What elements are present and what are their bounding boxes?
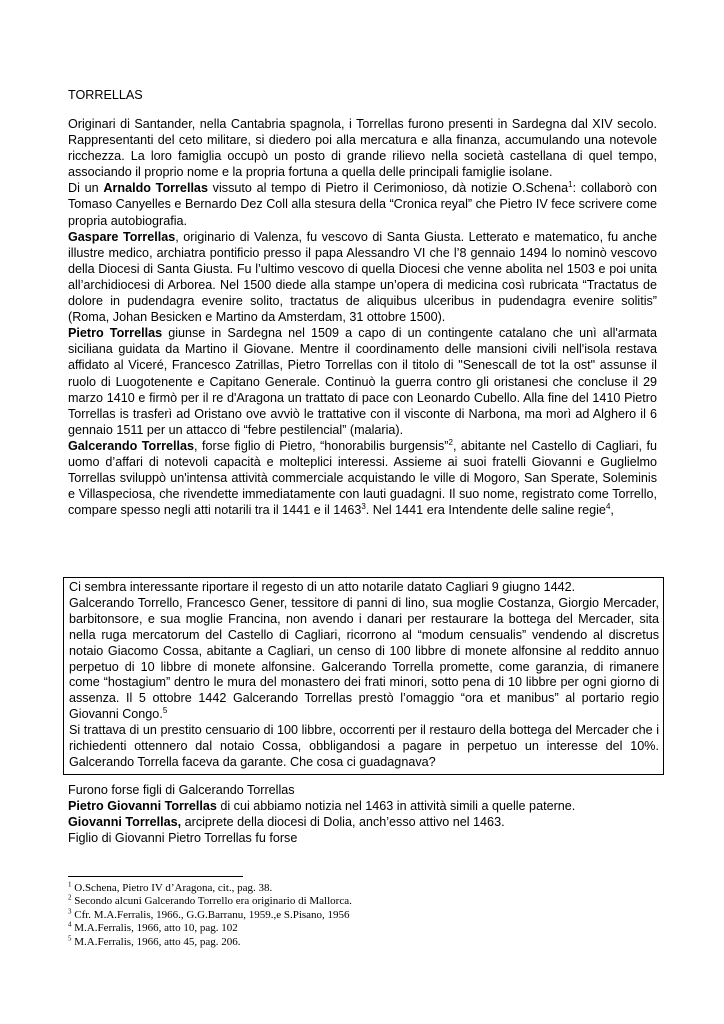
footnote-1 <box>68 882 657 895</box>
footnote-5 <box>68 933 657 949</box>
footnote-ref-2[interactable]: 2 <box>448 437 453 447</box>
gaspare-name: Gaspare Torrellas <box>68 229 176 244</box>
footnote-number: 2 <box>68 893 72 902</box>
giovanni-line <box>68 814 657 830</box>
footnote-text: O.Schena, Pietro IV d’Aragona, cit., pag. 38. <box>71 882 273 894</box>
footnote-number: 5 <box>68 933 72 942</box>
arnaldo-pre: Di un <box>68 181 104 196</box>
closing-text <box>68 782 657 846</box>
footnotes <box>68 882 657 949</box>
footnote-text: M.A.Ferralis, 1966, atto 10, pag. 102 <box>71 922 238 935</box>
pietro-text: giunse in Sardegna nel 1509 a capo di un contingente catalano che unì all'armata siciliana guidata da Martino il Giovane. Mentre il coordinamento delle mansioni civili nell'isola restava affidato al Viceré, Francesco Zatrillas, Pietro Torrellas con il titolo di "Senescall de tot la ost" assunse il ruolo di Luogotenente e Capitano Generale. Continuò la guerra contro gli oristanesi che concluse il 29 marzo 1410 e firmò per il re d'Aragona un trattato di pace con Leonardo Cubello. Alla fine del 1410 Pietro Torrellas is trasferì ad Oristano ove avviò le trattative con il visconte di Narbona, ma morì ad Alghero il 6 gennaio 1511 per un attacco di “febre pestilencial” (malaria). <box>68 326 657 437</box>
pietro-giovanni-name: Pietro Giovanni Torrellas <box>68 799 217 814</box>
footnote-text: M.A.Ferralis, 1966, atto 45, pag. 206. <box>71 935 241 948</box>
giovanni-name: Giovanni Torrellas, <box>68 815 182 830</box>
footnote-3 <box>68 909 657 922</box>
footnote-number: 4 <box>68 920 72 929</box>
arnaldo-text-cont: : collaborò con Tomaso Canyelles e Bernardo Dez Coll alla stesura della “Cronica reyal” che Pietro IV fece scrivere come propria autobiografia. <box>68 181 657 228</box>
galcerando-text-end: , <box>610 503 614 518</box>
main-text <box>68 116 657 518</box>
box-comment: Si trattava di un prestito censuario di 100 libbre, occorrenti per il restauro della bottega del Mercader che i richiedenti ottennero dal notaio Cossa, obbligandosi a pagare in perpetuo un interesse del 10%. Galcerando Torrella faceva da garante. Che cosa ci guadagnava? <box>69 723 659 769</box>
galcerando-name: Galcerando Torrellas <box>68 438 195 453</box>
footnote-2 <box>68 895 657 908</box>
footnote-4 <box>68 922 657 935</box>
pietro-giovanni-text: di cui abbiamo notizia nel 1463 in attività simili a quelle paterne. <box>216 799 576 814</box>
title-text: TORRELLAS <box>68 88 143 102</box>
arnaldo-text: vissuto al tempo di Pietro il Cerimonioso, dà notizie O.Schena <box>207 181 569 196</box>
box-act-summary <box>69 596 659 723</box>
footnote-ref-4[interactable]: 4 <box>605 502 611 512</box>
last-line: Figlio di Giovanni Pietro Torrellas fu forse <box>68 831 298 846</box>
box-intro: Ci sembra interessante riportare il regesto di un atto notarile datato Cagliari 9 giugno 1442. <box>69 580 576 594</box>
notarial-act-box <box>63 577 664 775</box>
galcerando-text-cont: , abitante nel Castello di Cagliari, fu uomo d’affari di notevoli capacità e molteplici interessi. Assieme ai suoi fratelli Giovanni e Guglielmo Torrellas sviluppò un'intensa attività commerciale acquistando le ville di Mogoro, San Sperate, Soleminis e Villaspeciosa, che rivendette immediatamente con lauti guadagni. Il suo nome, registrato come Torrello, compare spesso negli atti notarili tra il 1441 e il 1463 <box>68 438 657 518</box>
footnote-ref-5[interactable]: 5 <box>162 706 168 716</box>
arnaldo-name: Arnaldo Torrellas <box>103 181 208 196</box>
footnote-number: 1 <box>68 880 72 889</box>
footnote-number: 3 <box>68 907 72 916</box>
sons-intro: Furono forse figli di Galcerando Torrellas <box>68 783 295 797</box>
galcerando-text-cont2: . Nel 1441 era Intendente delle saline regie <box>365 503 606 518</box>
pietro-giovanni-line <box>68 798 657 814</box>
gaspare-paragraph <box>68 229 657 326</box>
intro-paragraph: Originari di Santander, nella Cantabria spagnola, i Torrellas furono presenti in Sardegna dal XIV secolo. Rappresentanti del ceto militare, si diedero poi alla mercatura e alla finanza, accumulando una notevole ricchezza. La loro famiglia occupò un posto di grande rilievo nella società castellana di quel tempo, associando il proprio nome e la propria fortuna a quella delle principali famiglie isolane. <box>68 117 657 180</box>
footnote-ref-1[interactable]: 1 <box>568 180 573 190</box>
pietro-paragraph <box>68 325 657 438</box>
box-act-text: Galcerando Torrello, Francesco Gener, tessitore di panni di lino, sua moglie Costanza, Giorgio Mercader, barbitonsore, e sua moglie Francina, non avendo i danari per restaurare la bottega del Mercader, sita nella ruga mercatorum del Castello di Cagliari, ricorrono al “modum censualis” vendendo al discretus notaio Giacomo Cossa, abitante a Cagliari, un censo di 100 libbre di monete alfonsine al reddito annuo perpetuo di 10 libbre di monete alfonsine. Galcerando Torrella promette, come garanzia, di rimanere come “hostagium” dentro le mura del monastero dei frati minori, sotto pena di 10 libbre per ogni giorno di assenza. Il 5 ottobre 1442 Galcerando Torrellas prestò l’omaggio “ora et manibus” al portario regio Giovanni Congo. <box>69 595 659 722</box>
footnote-separator <box>68 876 243 877</box>
pietro-name: Pietro Torrellas <box>68 326 163 341</box>
arnaldo-paragraph <box>68 180 657 228</box>
footnote-ref-3[interactable]: 3 <box>361 502 366 512</box>
galcerando-paragraph <box>68 438 657 518</box>
galcerando-text: , forse figlio di Pietro, “honorabilis burgensis” <box>194 438 449 453</box>
giovanni-text: arciprete della diocesi di Dolia, anch’esso attivo nel 1463. <box>181 815 505 830</box>
footnote-text: Secondo alcuni Galcerando Torrello era originario di Mallorca. <box>71 895 352 908</box>
gaspare-text: , originario di Valenza, fu vescovo di Santa Giusta. Letterato e matematico, fu anche illustre medico, archiatra pontificio presso il papa Alessandro VI che l’8 gennaio 1494 lo nominò vescovo della Diocesi di Santa Giusta. Fu l’ultimo vescovo di quella Diocesi che venne abolita nel 1503 e poi unita all’archidiocesi di Arborea. Nel 1500 diede alla stampe un’opera di medicina così rubricata “Tractatus de dolore in pudendagra evenire solito, tractatus de aliquibus ulceribus in pudendagra evenire solitis” (Roma, Johan Besicken e Martino da Amsterdam, 31 ottobre 1500). <box>68 229 657 325</box>
page-title <box>68 87 657 103</box>
footnote-text: Cfr. M.A.Ferralis, 1966., G.G.Barranu, 1959.,e S.Pisano, 1956 <box>71 908 350 921</box>
